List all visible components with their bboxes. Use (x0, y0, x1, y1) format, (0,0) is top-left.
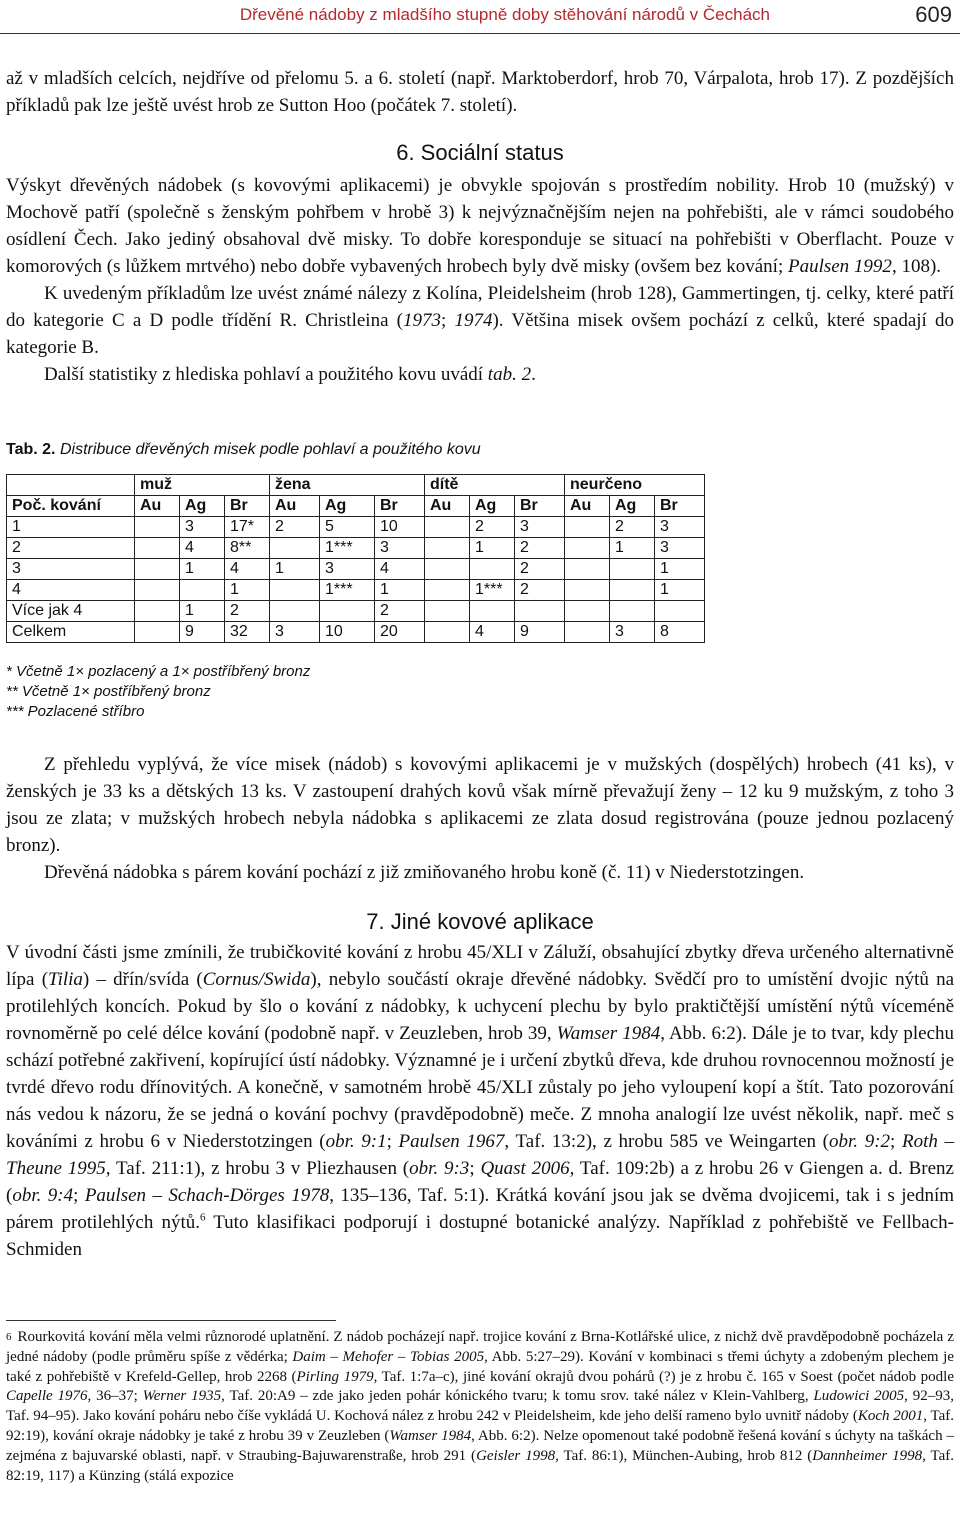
table-cell (135, 559, 180, 580)
table-cell: 10 (320, 622, 375, 643)
table-cell (610, 580, 655, 601)
table-cell (320, 601, 375, 622)
text-run: ; (469, 1158, 481, 1179)
table-cell: 3 (610, 622, 655, 643)
italic-text: Pirling 1979 (296, 1368, 374, 1385)
table-cell: 3 (320, 559, 375, 580)
text-run: , Taf. 20:A9 – zde jako jeden pohár kónického tvaru; k tomu srov. také nález v Klein-Vahlberg, (221, 1388, 814, 1405)
table-cell (565, 517, 610, 538)
header-rule (0, 33, 960, 34)
section-7-heading: 7. Jiné kovové aplikace (366, 909, 594, 934)
italic-text: obr. 9:2 (829, 1131, 891, 1152)
row-label-cell: Více jak 4 (7, 601, 135, 622)
table-cell: 9 (515, 622, 565, 643)
table-cell (180, 580, 225, 601)
row-label-cell: 2 (7, 538, 135, 559)
text-run: , 92–93, Taf. 94–95). Jako kování poháru nebo číše vykládá U. Kochová nález z hrobu 242 v Pleidelsheim, kde jeho delší rameno bylo uvnitř nádoby ( (6, 1388, 955, 1425)
table-cell: 8 (655, 622, 705, 643)
table-subheader-row (7, 496, 705, 517)
intro-paragraph: až v mladších celcích, nejdříve od přelomu 5. a 6. století (např. Marktoberdorf, hrob 70, Várpalota, hrob 17). Z pozdějších příkladů pak lze ještě uvést hrob ze Sutton Hoo (počátek 7. století). (6, 68, 954, 116)
table-corner-cell (7, 475, 135, 496)
table-cell: 9 (180, 622, 225, 643)
table-cell (270, 580, 320, 601)
table-cell: 10 (375, 517, 425, 538)
table-cell: 1 (180, 559, 225, 580)
table-cell (470, 559, 515, 580)
table-cell (135, 622, 180, 643)
metal-header-cell: Ag (610, 496, 655, 517)
table-cell: 3 (655, 538, 705, 559)
table-cell (425, 601, 470, 622)
text-run: , Taf. 109:2b) a z hrobu 26 v Giengen a. d. Brenz ( (6, 1158, 954, 1206)
table-cell: 4 (180, 538, 225, 559)
table-cell: 4 (470, 622, 515, 643)
table-cell: 2 (375, 601, 425, 622)
table-group-header-row (7, 475, 705, 496)
text-run: Výskyt dřevěných nádobek (s kovovými aplikacemi) je obvykle spojován s prostředím nobility. Hrob 10 (mužský) v Mochově patří (společně s ženským pohřbem v hrobě 3) k nejvýznačnějším nejen na pohřebišti, ale v rámci soudobého osídlení Čech. Jako jediný obsahoval dvě misky. To dobře koresponduje se situací na pohřebišti v Oberflacht. Pouze v komorových (s lůžkem mrtvého) nebo dobře vybavených hrobech byly dvě misky (ovšem bez kování; (6, 175, 954, 277)
table-cell: 5 (320, 517, 375, 538)
italic-text: Daim – Mehofer – Tobias 2005 (292, 1348, 485, 1365)
table-cell (135, 538, 180, 559)
row-label-cell: 3 (7, 559, 135, 580)
metal-header-cell: Br (515, 496, 565, 517)
section-7-paragraph-1 (6, 939, 954, 1263)
italic-text: Geisler 1998 (476, 1447, 556, 1464)
running-title: Dřevěné nádoby z mladšího stupně doby stěhování národů v Čechách (239, 5, 770, 24)
group-header-cell: muž (135, 475, 270, 496)
table-cell (425, 559, 470, 580)
table-body (7, 517, 705, 643)
section-6-paragraph-1 (6, 172, 954, 280)
italic-text: Werner 1935 (142, 1388, 222, 1405)
text-run: , 108). (891, 256, 942, 277)
running-header (0, 0, 960, 34)
section-6-paragraph-2 (6, 280, 954, 361)
table-cell: 2 (515, 538, 565, 559)
table-caption (6, 441, 481, 459)
section-6-heading: 6. Sociální status (396, 140, 564, 165)
table-cell (270, 601, 320, 622)
italic-text: Dannheimer 1998 (812, 1447, 923, 1464)
table-cell: 1 (470, 538, 515, 559)
group-header-cell: žena (270, 475, 425, 496)
text-run: , Taf. 92:19), kování okraje nádobky je také z hrobu 39 v Zeuzleben ( (6, 1408, 954, 1444)
table-cell: 1 (270, 559, 320, 580)
metal-header-cell: Au (565, 496, 610, 517)
text-run: . (531, 364, 536, 385)
table-cell (425, 580, 470, 601)
text-run: , Taf. 13:2), z hrobu 585 ve Weingarten ( (504, 1131, 829, 1152)
table-caption-text: Distribuce dřevěných misek podle pohlaví a použitého kovu (59, 441, 481, 458)
table-cell (565, 601, 610, 622)
table-cell (270, 538, 320, 559)
table-cell: 1*** (470, 580, 515, 601)
section-6 (6, 140, 954, 388)
row-label-header: Poč. kování (7, 496, 135, 517)
metal-header-cell: Au (270, 496, 320, 517)
metal-header-cell: Ag (320, 496, 375, 517)
table-cell: 2 (225, 601, 270, 622)
table-note: ** Včetně 1× postříbřený bronz (6, 683, 211, 700)
table-cell: 3 (180, 517, 225, 538)
table-cell (565, 580, 610, 601)
text-run: ; (386, 1131, 399, 1152)
italic-text: Ludowici 2005 (813, 1388, 905, 1405)
table-cell: 3 (515, 517, 565, 538)
table-cell: 20 (375, 622, 425, 643)
metal-header-cell: Br (375, 496, 425, 517)
table-cell: 4 (225, 559, 270, 580)
table-caption-label: Tab. 2. (6, 441, 56, 458)
metal-header-cell: Br (655, 496, 705, 517)
distribution-table (6, 474, 705, 643)
italic-text: Quast 2006 (480, 1158, 570, 1179)
text-run: , Taf. 211:1), z hrobu 3 v Pliezhausen ( (105, 1158, 410, 1179)
table-cell: 2 (610, 517, 655, 538)
text-run: , 36–37; (87, 1388, 143, 1405)
table-cell (135, 580, 180, 601)
metal-header-cell: Ag (180, 496, 225, 517)
italic-text: Cornus/Swida (202, 969, 311, 990)
italic-text: obr. 9:1 (325, 1131, 387, 1152)
table-cell: 1 (180, 601, 225, 622)
table-cell (565, 622, 610, 643)
italic-text: Paulsen 1967 (398, 1131, 505, 1152)
table-cell: 3 (655, 517, 705, 538)
table-cell (610, 601, 655, 622)
italic-text: tab. 2 (487, 364, 532, 385)
metal-header-cell: Br (225, 496, 270, 517)
table-cell: 17* (225, 517, 270, 538)
footnote (6, 1328, 954, 1486)
text-run: , Taf. 1:7a–c), jiné kování okrajů dvou pohárů (?) je z hrobu č. 165 v Soest (počet nádob podle (373, 1368, 955, 1385)
row-label-cell: Celkem (7, 622, 135, 643)
text-run: V úvodní části jsme zmínili, že trubičkovité kování z hrobu 45/XLI v Záluží, obsahující zbytky dřeva určeného alternativně lípa ( (6, 942, 954, 990)
table-cell: 1*** (320, 538, 375, 559)
text-run: ), nebylo součástí okraje dřevěné nádobky. Svědčí pro to umístění dvojic nýtů na protilehlých koncích. Pokud by šlo o kování z nádobky, k uchycení plechu by bylo praktičtější umístění nýtů víceméně rovnoměrně po celé délce kování (podobně např. v Zeuzleben, hrob 39, (6, 969, 954, 1044)
table-cell: 1 (225, 580, 270, 601)
table-row (7, 601, 705, 622)
italic-text: Wamser 1984 (389, 1427, 472, 1444)
table-cell: 2 (470, 517, 515, 538)
text-run: ) – dřín/svída ( (82, 969, 203, 990)
text-run: ). Většina misek ovšem pochází z celků, které spadají do kategorie B. (6, 310, 954, 358)
table-cell (565, 538, 610, 559)
italic-text: Roth – Theune 1995 (6, 1131, 955, 1179)
table-row (7, 538, 705, 559)
row-label-cell: 1 (7, 517, 135, 538)
table-note: *** Pozlacené stříbro (6, 703, 145, 720)
table-row (7, 622, 705, 643)
table-cell: 1 (655, 559, 705, 580)
italic-text: 1973 (403, 310, 442, 331)
footnote-text (6, 1329, 954, 1484)
table-notes (6, 662, 310, 722)
footnote-number: 6 (6, 1331, 12, 1343)
footnote-rule (6, 1320, 336, 1321)
intro-block (6, 65, 954, 119)
metal-header-cell: Au (425, 496, 470, 517)
italic-text: Paulsen 1992 (787, 256, 892, 277)
table-cell: 2 (515, 559, 565, 580)
table-cell (655, 601, 705, 622)
table-cell: 32 (225, 622, 270, 643)
table-cell: 3 (375, 538, 425, 559)
italic-text: obr. 9:4 (12, 1185, 74, 1206)
italic-text: Paulsen – Schach-Dörges 1978 (84, 1185, 330, 1206)
group-header-cell: dítě (425, 475, 565, 496)
table-row (7, 517, 705, 538)
text-run: ; (890, 1131, 902, 1152)
italic-text: Wamser 1984 (556, 1023, 661, 1044)
table-cell: 1*** (320, 580, 375, 601)
text-run: , Taf. 82:19, 117) a Künzing (stálá expozice (6, 1447, 954, 1484)
after-table-paragraph-2: Dřevěná nádobka s párem kování pochází z již zmiňovaného hrobu koně (č. 11) v Niederstotzingen. (44, 862, 805, 883)
text-run: K uvedeným příkladům lze uvést známé nálezy z Kolína, Pleidelsheim (hrob 128), Gammertingen, tj. celky, které patří do kategorie C a D podle třídění R. Christleina ( (6, 283, 954, 331)
table-cell: 4 (375, 559, 425, 580)
italic-text: obr. 9:3 (409, 1158, 470, 1179)
table-row (7, 580, 705, 601)
table-cell: 2 (270, 517, 320, 538)
table-cell: 8** (225, 538, 270, 559)
table-cell (135, 601, 180, 622)
italic-text: 1974 (454, 310, 493, 331)
table-row (7, 559, 705, 580)
table-cell (135, 517, 180, 538)
section-6-paragraph-3 (6, 361, 954, 388)
table-cell (515, 601, 565, 622)
table-note: * Včetně 1× pozlacený a 1× postříbřený bronz (6, 663, 311, 680)
text-run: , Abb. 5:27–29). Kování v kombinaci s třemi úchyty a zdobeným plechem je také z pohřebiště v Krefeld-Gellep, hrob 2268 ( (6, 1348, 954, 1385)
text-run: Rourkovitá kování měla velmi různorodé uplatnění. Z nádob pocházejí např. trojice kování z Brna-Kotlářské ulice, z nichž dvě pravděpodobně pocházela z jedné nádoby (podle průměru spíše z vědérka; (6, 1329, 954, 1365)
row-label-cell: 4 (7, 580, 135, 601)
text-run: Tuto klasifikaci podporují i dostupné botanické analýzy. Například z pohřebiště ve Fellbach-Schmiden (6, 1212, 954, 1260)
group-header-cell: neurčeno (565, 475, 705, 496)
after-table-block (6, 751, 954, 886)
footnote-ref: 6 (199, 1211, 206, 1224)
metal-header-cell: Au (135, 496, 180, 517)
table-cell (565, 559, 610, 580)
text-run: Další statistiky z hlediska pohlaví a použitého kovu uvádí (44, 364, 488, 385)
table-cell (470, 601, 515, 622)
table-cell: 1 (610, 538, 655, 559)
table-cell: 3 (270, 622, 320, 643)
after-table-paragraph-1: Z přehledu vyplývá, že více misek (nádob) s kovovými aplikacemi je v mužských (dospělých) hrobech (41 ks), v ženských je 33 ks a dětských 13 ks. V zastoupení drahých kovů však mírně převažují ženy – 12 ku 9 mužským, z toho 3 jsou ze zlata; v mužských hrobech nebyla nádobka s aplikacemi ze zlata dosud registrována (pouze jednou pozlacený bronz). (6, 754, 954, 856)
metal-header-cell: Ag (470, 496, 515, 517)
section-7 (6, 909, 954, 1263)
table-cell (610, 559, 655, 580)
text-run: , Abb. 6:2). Nelze opomenout také podobně řešená kování s úchyty na taškách – zejména z bajuvarské oblasti, např. v Straubing-Bajuwarenstraße, hrob 291 ( (6, 1427, 954, 1464)
text-run: ; (73, 1185, 85, 1206)
italic-text: Koch 2001 (857, 1408, 924, 1425)
table-cell: 1 (655, 580, 705, 601)
italic-text: Tilia (48, 969, 83, 990)
page-number: 609 (915, 2, 952, 27)
table-cell (425, 517, 470, 538)
text-run: , Taf. 86:1), München-Aubing, hrob 812 ( (555, 1447, 813, 1464)
text-run: , Abb. 6:2). Dále je to tvar, kdy plechu schází potřebné zakřivení, kopírující ústí nádobky. Významné je i určení zbytků dřeva, kde druhou rovnocennou možností je tvrdé dřevo rodu dřínovitých. A konečně, v samotném hrobě 45/XLI zůstaly po jeho vyloupení kopí a štít. Tato pozorování nás vedou k názoru, že se jedná o kování pochvy (pravděpodobně) meče. Z mnoha analogií lze uvést několik, např. meč s kováními z hrobu 6 v Niederstotzingen ( (6, 1023, 954, 1152)
table-cell: 1 (375, 580, 425, 601)
table-cell (425, 622, 470, 643)
table-cell: 2 (515, 580, 565, 601)
italic-text: Capelle 1976 (6, 1388, 88, 1405)
text-run: ; (441, 310, 455, 331)
text-run: , 135–136, Taf. 5:1). Krátká kování jsou jak se dvěma dvojicemi, tak i s jedním párem protilehlých nýtů. (6, 1185, 955, 1233)
table-cell (425, 538, 470, 559)
